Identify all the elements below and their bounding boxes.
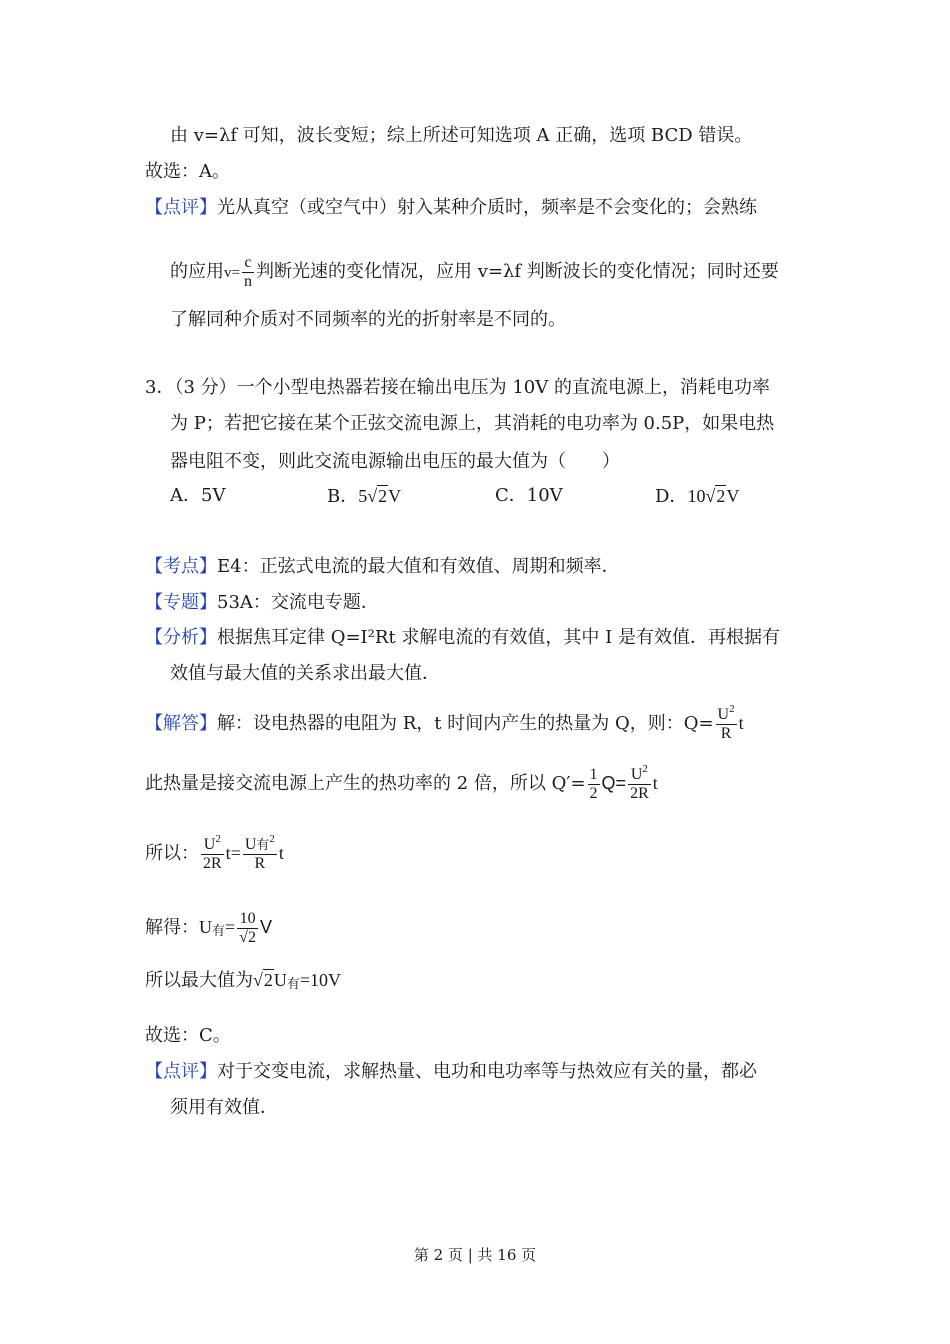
formula-10-over-sqrt2: $\frac{10}{√2}$ <box>239 909 256 946</box>
dianping-tag: 【点评】 <box>145 1061 217 1082</box>
q3-answer: 故选：C。 <box>145 1025 231 1046</box>
kaodian-text: E4：正弦式电流的最大值和有效值、周期和频率． <box>217 556 620 577</box>
prev-answer: 故选：A。 <box>145 161 230 182</box>
sqrt-symbol: √2 <box>705 486 726 506</box>
prev-comment-line-2 <box>170 252 779 292</box>
comment-text-b: 判断光速的变化情况，应用 v=λf 判断波长的变化情况；同时还要 <box>255 261 779 282</box>
dianping-line-2: 须用有效值． <box>170 1097 278 1118</box>
comment-text: 光从真空（或空气中）射入某种介质时，频率是不会变化的；会熟练 <box>217 197 757 218</box>
q3-stem-line-1: 3．（3 分）一个小型电热器若接在输出电压为 10V 的直流电源上，消耗电功率 <box>145 377 770 398</box>
zhuanti-text: 53A：交流电专题． <box>217 592 379 613</box>
formula-v-lhs: v= <box>224 265 240 281</box>
comment-text-a: 的应用 <box>170 261 224 282</box>
formula-u2-over-2r: $\frac{U^2}{2R}$ <box>630 762 649 802</box>
formula-ueff2-over-r: $\frac{U有^2}{R}$ <box>244 832 275 872</box>
formula-u2-over-r: $\frac{U^2}{R}$ <box>717 702 735 742</box>
formula-c-over-n: $\frac{c}{n}$ <box>243 253 252 290</box>
page-footer: 第 2 页 | 共 16 页 <box>413 1246 537 1264</box>
fenxi-tag: 【分析】 <box>145 627 217 648</box>
kaodian-line <box>145 555 620 579</box>
fenxi-text: 根据焦耳定律 Q=I²Rt 求解电流的有效值，其中 I 是有效值．再根据有 <box>217 627 780 648</box>
sqrt-symbol: √2 <box>367 486 388 506</box>
sqrt-symbol: √2 <box>253 970 273 990</box>
q3-stem-line-2: 为 P；若把它接在某个正弦交流电源上，其消耗的电功率为 0.5P，如果电热 <box>170 413 775 434</box>
formula-u2-over-2r: $\frac{U^2}{2R}$ <box>203 832 222 872</box>
jieda-tag: 【解答】 <box>145 713 217 734</box>
prev-comment-line-3: 了解同种介质对不同频率的光的折射率是不同的。 <box>170 309 566 330</box>
jieda-line-2: 此热量是接交流电源上产生的热功率的 2 倍，所以 Q′= $\frac{1}{2}$ Q= $\frac{U^2}{2R}$ t <box>145 762 658 802</box>
q3-stem-line-3: 器电阻不变，则此交流电源输出电压的最大值为（ ） <box>170 451 620 472</box>
jieda-line-5: 所以最大值为$√2U_有=10V$ <box>145 970 342 992</box>
jieda-text: 解：设电热器的电阻为 R，t 时间内产生的热量为 Q，则：Q= <box>217 713 714 734</box>
jieda-line-3: 所以： $\frac{U^2}{2R}$ t= $\frac{U有^2}{R}$ t <box>145 832 284 872</box>
dianping-text: 对于交变电流，求解热量、电功和电功率等与热效应有关的量，都必 <box>217 1061 757 1082</box>
option-a: A．5V <box>170 485 226 506</box>
prev-line-1: 由 v=λf 可知，波长变短；综上所述可知选项 A 正确，选项 BCD 错误。 <box>170 125 753 146</box>
fenxi-line-2: 效值与最大值的关系求出最大值． <box>170 663 440 684</box>
formula-half: $\frac{1}{2}$ <box>589 765 598 802</box>
zhuanti-tag: 【专题】 <box>145 592 217 613</box>
jieda-line-1: 【解答】解：设电热器的电阻为 R，t 时间内产生的热量为 Q，则：Q= $\frac{U^2}{R}$ t <box>145 702 744 742</box>
option-b: B．5√2V <box>327 486 402 507</box>
prev-comment-line-1 <box>145 196 757 220</box>
fenxi-line-1 <box>145 626 780 650</box>
option-d: D．10√2V <box>655 486 740 507</box>
comment-tag: 【点评】 <box>145 197 217 218</box>
dianping-line-1 <box>145 1060 757 1084</box>
jieda-line-4: 解得：$U_有=$ $\frac{10}{√2}$ V <box>145 909 272 946</box>
zhuanti-line <box>145 591 379 615</box>
kaodian-tag: 【考点】 <box>145 556 217 577</box>
option-c: C．10V <box>495 485 563 506</box>
